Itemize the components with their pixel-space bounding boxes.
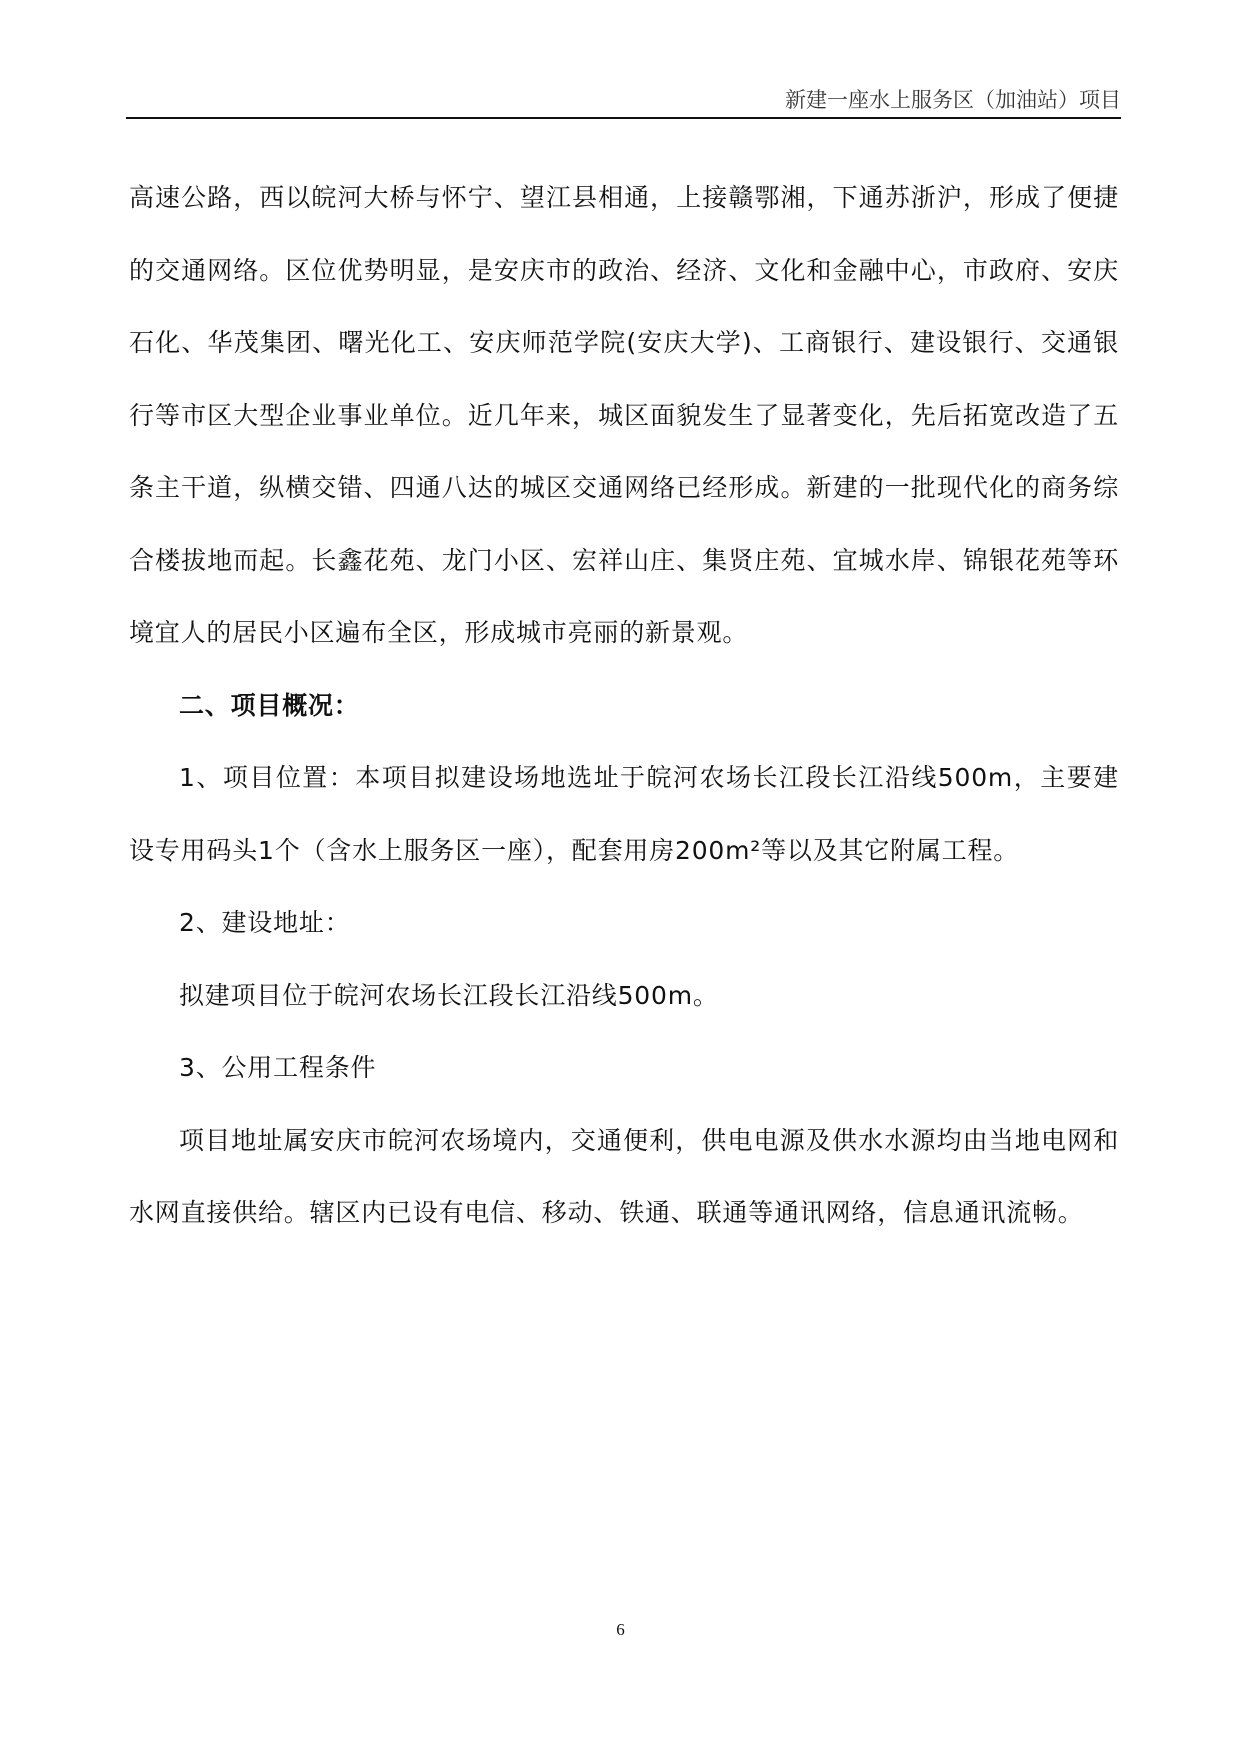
document-body — [129, 162, 1119, 1250]
running-header: 新建一座水上服务区（加油站）项目 — [785, 88, 1121, 112]
header-divider — [126, 117, 1121, 119]
paragraph-location-description: 高速公路，西以皖河大桥与怀宁、望江县相通，上接赣鄂湘，下通苏浙沪，形成了便捷的交通网络。区位优势明显，是安庆市的政治、经济、文化和金融中心，市政府、安庆石化、华茂集团、曙光化工、安庆师范学院(安庆大学)、工商银行、建设银行、交通银行等市区大型企业事业单位。近几年来，城区面貌发生了显著变化，先后拓宽改造了五条主干道，纵横交错、四通八达的城区交通网络已经形成。新建的一批现代化的商务综合楼拔地而起。长鑫花苑、龙门小区、宏祥山庄、集贤庄苑、宜城水岸、锦银花苑等环境宜人的居民小区遍布全区，形成城市亮丽的新景观。 — [129, 183, 1119, 647]
page-number: 6 — [616, 1620, 625, 1639]
item-construction-address-text: 拟建项目位于皖河农场长江段长江沿线500m。 — [179, 980, 719, 1010]
item-public-utilities-text: 项目地址属安庆市皖河农场境内，交通便利，供电电源及供水水源均由当地电网和水网直接供给。辖区内已设有电信、移动、铁通、联通等通讯网络，信息通讯流畅。 — [129, 1125, 1119, 1227]
item-construction-address-heading: 2、建设地址： — [179, 908, 351, 937]
item-project-location: 1、项目位置：本项目拟建设场地选址于皖河农场长江段长江沿线500m，主要建设专用码头1个（含水上服务区一座），配套用房200m²等以及其它附属工程。 — [129, 763, 1119, 865]
item-public-utilities-heading: 3、公用工程条件 — [179, 1053, 377, 1082]
section-heading-project-overview: 二、项目概况： — [179, 690, 360, 720]
